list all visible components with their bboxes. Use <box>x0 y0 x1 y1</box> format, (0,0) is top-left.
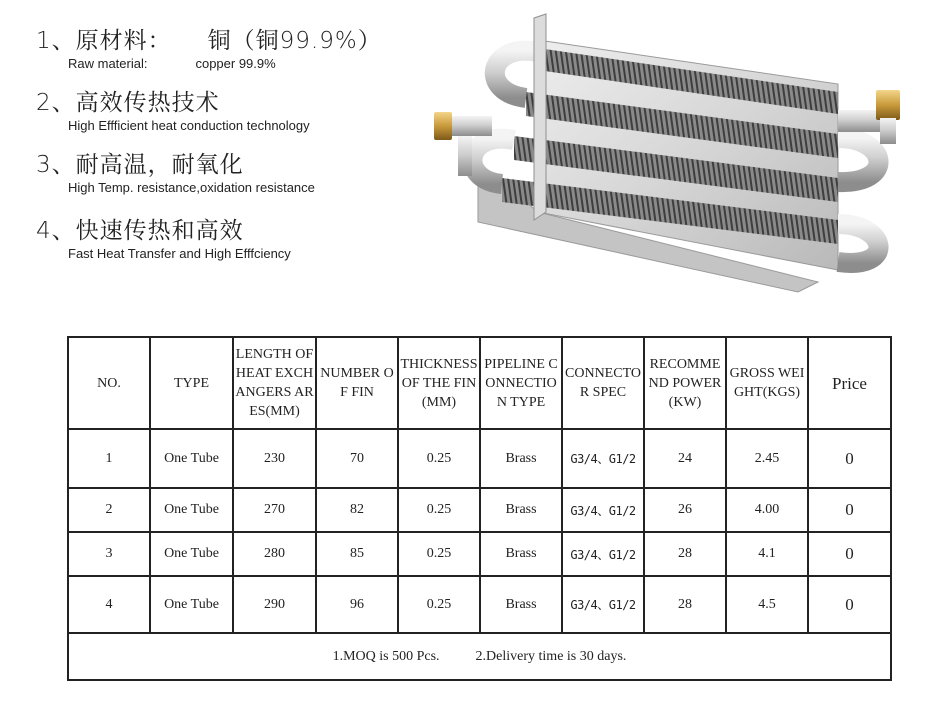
table-cell: 0.25 <box>398 429 480 488</box>
table-footer-row <box>68 633 891 680</box>
divider-plate <box>534 14 546 220</box>
table-cell: 4.5 <box>726 576 808 633</box>
table-footer-note <box>68 633 891 680</box>
feature-title-en: High Effficient heat conduction technology <box>68 118 310 133</box>
column-header: NO. <box>68 337 150 429</box>
table-cell: 0 <box>808 576 891 633</box>
table-cell: One Tube <box>150 429 233 488</box>
table-cell: One Tube <box>150 488 233 532</box>
feature-title-en: Fast Heat Transfer and High Efffciency <box>68 246 291 261</box>
column-header: THICKNESS OF THE FIN(MM) <box>398 337 480 429</box>
column-header: Price <box>808 337 891 429</box>
right-bends <box>838 138 879 263</box>
table-cell: 280 <box>233 532 316 576</box>
table-cell: 290 <box>233 576 316 633</box>
delivery-note: 2.Delivery time is 30 days. <box>475 648 627 664</box>
feature-title-zh: 3、耐高温，耐氧化 <box>36 152 244 178</box>
table-cell: 0.25 <box>398 532 480 576</box>
table-cell: 1 <box>68 429 150 488</box>
feature-value-en: copper 99.9% <box>195 56 276 71</box>
column-header: GROSS WEIGHT(KGS) <box>726 337 808 429</box>
table-cell: 4.00 <box>726 488 808 532</box>
table-cell: 82 <box>316 488 398 532</box>
table-cell: 0 <box>808 488 891 532</box>
table-cell: G3/4、G1/2 <box>562 488 644 532</box>
table-cell: 2.45 <box>726 429 808 488</box>
table-cell: 2 <box>68 488 150 532</box>
table-cell: One Tube <box>150 576 233 633</box>
table-row <box>68 532 891 576</box>
feature-item <box>36 150 315 196</box>
table-cell: Brass <box>480 532 562 576</box>
column-header: TYPE <box>150 337 233 429</box>
table-cell: G3/4、G1/2 <box>562 532 644 576</box>
feature-title-en: High Temp. resistance,oxidation resistance <box>68 180 315 195</box>
table-cell: 0 <box>808 532 891 576</box>
table-cell: 4.1 <box>726 532 808 576</box>
specification-table <box>67 336 892 681</box>
table-cell: 85 <box>316 532 398 576</box>
table-cell: 28 <box>644 532 726 576</box>
table-cell: 24 <box>644 429 726 488</box>
table-cell: 3 <box>68 532 150 576</box>
table-cell: One Tube <box>150 532 233 576</box>
table-cell: 70 <box>316 429 398 488</box>
table-header-row <box>68 337 891 429</box>
column-header: CONNECTOR SPEC <box>562 337 644 429</box>
feature-item <box>36 216 291 262</box>
column-header: NUMBER OF FIN <box>316 337 398 429</box>
table-cell: Brass <box>480 429 562 488</box>
table-cell: G3/4、G1/2 <box>562 576 644 633</box>
table-cell: 26 <box>644 488 726 532</box>
table-row <box>68 429 891 488</box>
feature-title-zh: 4、快速传热和高效 <box>36 218 244 244</box>
table-cell: 0.25 <box>398 488 480 532</box>
column-header: RECOMMEND POWER(KW) <box>644 337 726 429</box>
table-cell: 4 <box>68 576 150 633</box>
table-cell: 0.25 <box>398 576 480 633</box>
table-cell: 270 <box>233 488 316 532</box>
table-cell: 230 <box>233 429 316 488</box>
moq-note: 1.MOQ is 500 Pcs. <box>332 648 440 664</box>
feature-title-zh: 2、高效传热技术 <box>36 90 220 116</box>
table-cell: Brass <box>480 488 562 532</box>
table-cell: G3/4、G1/2 <box>562 429 644 488</box>
table-row <box>68 488 891 532</box>
column-header: PIPELINE CONNECTION TYPE <box>480 337 562 429</box>
table-cell: 96 <box>316 576 398 633</box>
table-row <box>68 576 891 633</box>
column-header: LENGTH OF HEAT EXCHANGERS ARES(MM) <box>233 337 316 429</box>
feature-value-zh: 铜（铜99.9%） <box>207 28 382 54</box>
table-cell: Brass <box>480 576 562 633</box>
heat-exchanger-image <box>418 12 938 312</box>
table-cell: 28 <box>644 576 726 633</box>
table-cell: 0 <box>808 429 891 488</box>
feature-title-zh: 1、原材料： <box>36 28 172 54</box>
feature-item <box>36 88 310 134</box>
feature-title-en: Raw material: <box>68 56 148 71</box>
feature-item <box>36 26 382 72</box>
